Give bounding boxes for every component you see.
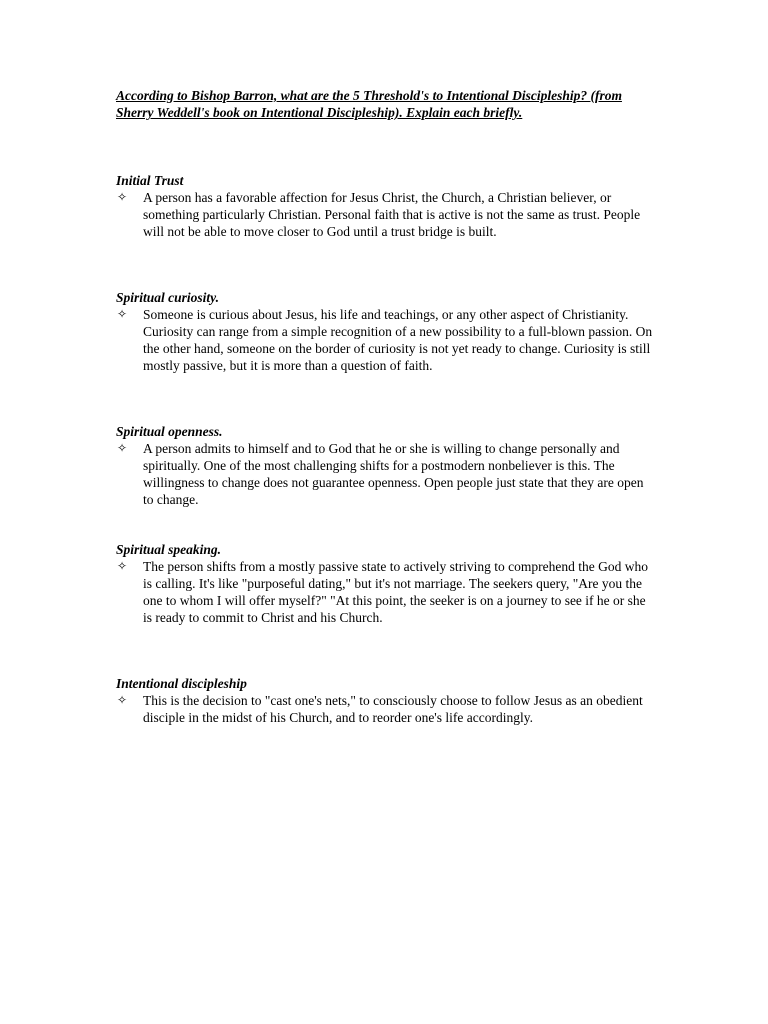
question-heading: According to Bishop Barron, what are the 5 Threshold's to Intentional Discipleship? (from Sherry Weddell's book on Intentional Discipleship). Explain each briefly. xyxy=(116,88,622,120)
four-pointed-star-outline-icon: ✧ xyxy=(117,190,128,204)
bullet-item xyxy=(116,440,661,508)
bullet-text: The person shifts from a mostly passive state to actively striving to comprehend the God who is calling. It's like "purposeful dating," but it's not marriage. The seekers query, "Are you the one to whom I will offer myself?" "At this point, the seeker is on a journey to see if he or she is ready to commit to Christ and his Church. xyxy=(143,559,649,625)
bullet-item xyxy=(116,558,661,626)
section-initial-trust xyxy=(116,172,661,240)
section-title: Spiritual speaking. xyxy=(116,542,222,557)
bullet-text: A person has a favorable affection for Jesus Christ, the Church, a Christian believer, or something particularly Christian. Personal faith that is active is not the same as trust. People will not be able to move closer to God until a trust bridge is built. xyxy=(143,190,641,239)
section-spiritual-curiosity xyxy=(116,289,661,374)
section-title: Spiritual curiosity. xyxy=(116,290,220,305)
section-intentional-discipleship xyxy=(116,675,661,726)
bullet-item xyxy=(116,306,661,374)
bullet-item xyxy=(116,189,661,240)
section-title: Intentional discipleship xyxy=(116,676,247,691)
section-title: Initial Trust xyxy=(116,173,184,188)
bullet-text: Someone is curious about Jesus, his life and teachings, or any other aspect of Christianity. Curiosity can range from a simple recognition of a new possibility to a full-blown passion. On the other hand, someone on the border of curiosity is not yet ready to change. Curiosity is still mostly passive, but it is more than a question of faith. xyxy=(143,307,653,373)
bullet-text: A person admits to himself and to God that he or she is willing to change personally and spiritually. One of the most challenging shifts for a postmodern nonbeliever is this. The willingness to change does not guarantee openness. Open people just state that they are open to change. xyxy=(143,441,644,507)
four-pointed-star-outline-icon: ✧ xyxy=(117,559,128,573)
four-pointed-star-outline-icon: ✧ xyxy=(117,693,128,707)
four-pointed-star-outline-icon: ✧ xyxy=(117,307,128,321)
section-title: Spiritual openness. xyxy=(116,424,223,439)
section-spiritual-speaking xyxy=(116,541,661,626)
section-spiritual-openness xyxy=(116,423,661,508)
bullet-item xyxy=(116,692,661,726)
four-pointed-star-outline-icon: ✧ xyxy=(117,441,128,455)
bullet-text: This is the decision to "cast one's nets," to consciously choose to follow Jesus as an obedient disciple in the midst of his Church, and to reorder one's life accordingly. xyxy=(143,693,643,725)
